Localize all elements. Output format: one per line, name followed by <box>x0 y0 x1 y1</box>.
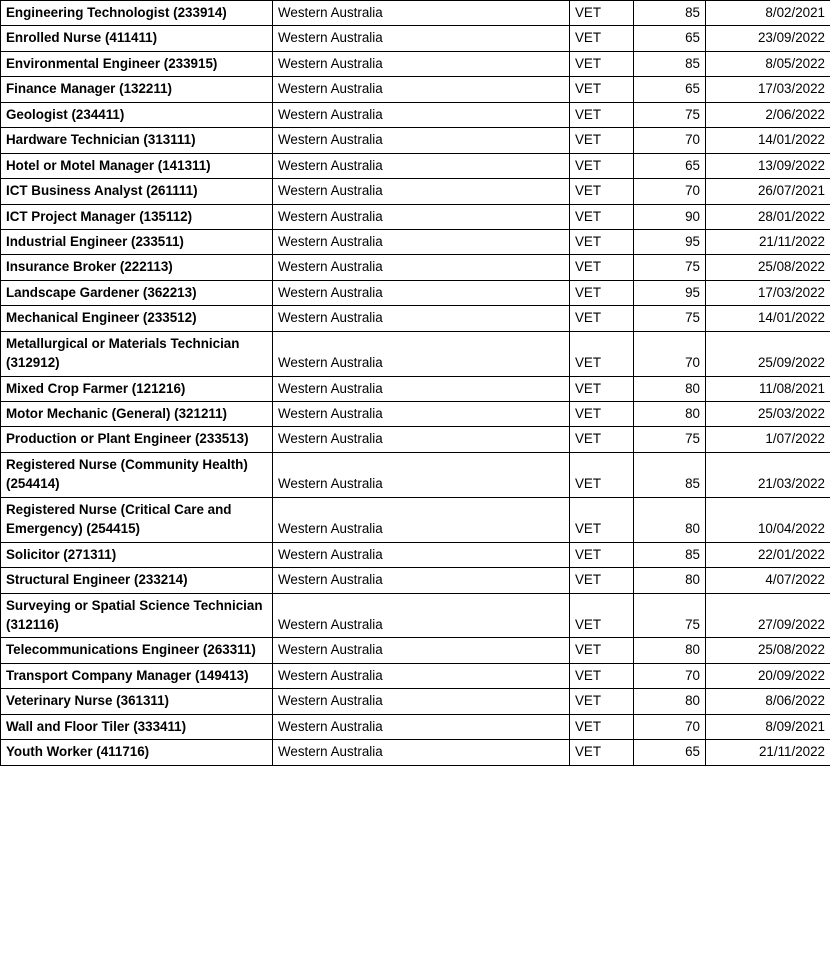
cell-occupation: Registered Nurse (Critical Care and Emergency) (254415) <box>1 497 273 542</box>
cell-occupation: Structural Engineer (233214) <box>1 568 273 593</box>
table-row <box>1 638 830 663</box>
table-row <box>1 452 830 497</box>
cell-occupation: Finance Manager (132211) <box>1 77 273 102</box>
cell-sector: VET <box>570 204 634 229</box>
cell-state: Western Australia <box>273 402 570 427</box>
cell-occupation: Industrial Engineer (233511) <box>1 229 273 254</box>
table-row <box>1 331 830 376</box>
cell-sector: VET <box>570 427 634 452</box>
cell-date: 8/05/2022 <box>706 51 830 76</box>
cell-state: Western Australia <box>273 306 570 331</box>
cell-points: 90 <box>634 204 706 229</box>
cell-sector: VET <box>570 306 634 331</box>
cell-state: Western Australia <box>273 593 570 638</box>
cell-date: 25/09/2022 <box>706 331 830 376</box>
cell-sector: VET <box>570 255 634 280</box>
cell-points: 75 <box>634 427 706 452</box>
cell-date: 2/06/2022 <box>706 102 830 127</box>
table-row <box>1 568 830 593</box>
cell-points: 70 <box>634 663 706 688</box>
cell-sector: VET <box>570 593 634 638</box>
cell-state: Western Australia <box>273 638 570 663</box>
cell-date: 23/09/2022 <box>706 26 830 51</box>
cell-occupation: Mixed Crop Farmer (121216) <box>1 376 273 401</box>
cell-state: Western Australia <box>273 1 570 26</box>
cell-sector: VET <box>570 51 634 76</box>
cell-state: Western Australia <box>273 51 570 76</box>
table-row <box>1 542 830 567</box>
cell-sector: VET <box>570 714 634 739</box>
cell-date: 25/08/2022 <box>706 255 830 280</box>
table-row <box>1 229 830 254</box>
cell-occupation: Production or Plant Engineer (233513) <box>1 427 273 452</box>
cell-date: 17/03/2022 <box>706 77 830 102</box>
cell-date: 25/08/2022 <box>706 638 830 663</box>
cell-date: 21/11/2022 <box>706 229 830 254</box>
cell-points: 65 <box>634 77 706 102</box>
cell-date: 21/03/2022 <box>706 452 830 497</box>
table-row <box>1 102 830 127</box>
cell-occupation: Wall and Floor Tiler (333411) <box>1 714 273 739</box>
cell-points: 80 <box>634 568 706 593</box>
table-row <box>1 376 830 401</box>
cell-sector: VET <box>570 179 634 204</box>
cell-state: Western Australia <box>273 179 570 204</box>
table-row <box>1 714 830 739</box>
cell-points: 75 <box>634 102 706 127</box>
cell-points: 80 <box>634 402 706 427</box>
table-row <box>1 427 830 452</box>
cell-sector: VET <box>570 153 634 178</box>
cell-occupation: Registered Nurse (Community Health) (254414) <box>1 452 273 497</box>
cell-date: 25/03/2022 <box>706 402 830 427</box>
cell-occupation: Insurance Broker (222113) <box>1 255 273 280</box>
cell-state: Western Australia <box>273 26 570 51</box>
cell-points: 65 <box>634 153 706 178</box>
cell-occupation: Veterinary Nurse (361311) <box>1 689 273 714</box>
cell-occupation: Surveying or Spatial Science Technician (312116) <box>1 593 273 638</box>
cell-sector: VET <box>570 331 634 376</box>
cell-date: 10/04/2022 <box>706 497 830 542</box>
cell-points: 70 <box>634 331 706 376</box>
cell-points: 95 <box>634 229 706 254</box>
cell-state: Western Australia <box>273 77 570 102</box>
cell-points: 70 <box>634 714 706 739</box>
table-row <box>1 51 830 76</box>
cell-state: Western Australia <box>273 663 570 688</box>
cell-sector: VET <box>570 102 634 127</box>
cell-date: 14/01/2022 <box>706 128 830 153</box>
cell-sector: VET <box>570 376 634 401</box>
table-row <box>1 402 830 427</box>
cell-sector: VET <box>570 663 634 688</box>
cell-sector: VET <box>570 568 634 593</box>
cell-sector: VET <box>570 542 634 567</box>
cell-occupation: Geologist (234411) <box>1 102 273 127</box>
occupation-table-body <box>1 1 830 766</box>
cell-occupation: Landscape Gardener (362213) <box>1 280 273 305</box>
cell-date: 20/09/2022 <box>706 663 830 688</box>
table-row <box>1 593 830 638</box>
cell-occupation: Engineering Technologist (233914) <box>1 1 273 26</box>
cell-sector: VET <box>570 689 634 714</box>
cell-date: 13/09/2022 <box>706 153 830 178</box>
table-row <box>1 1 830 26</box>
table-row <box>1 663 830 688</box>
cell-state: Western Australia <box>273 280 570 305</box>
cell-date: 4/07/2022 <box>706 568 830 593</box>
cell-occupation: ICT Business Analyst (261111) <box>1 179 273 204</box>
cell-state: Western Australia <box>273 689 570 714</box>
table-row <box>1 740 830 765</box>
cell-state: Western Australia <box>273 452 570 497</box>
cell-date: 8/02/2021 <box>706 1 830 26</box>
cell-occupation: Telecommunications Engineer (263311) <box>1 638 273 663</box>
cell-points: 80 <box>634 376 706 401</box>
cell-state: Western Australia <box>273 714 570 739</box>
cell-state: Western Australia <box>273 740 570 765</box>
cell-date: 8/06/2022 <box>706 689 830 714</box>
cell-points: 75 <box>634 255 706 280</box>
cell-state: Western Australia <box>273 497 570 542</box>
cell-date: 11/08/2021 <box>706 376 830 401</box>
table-row <box>1 280 830 305</box>
cell-date: 28/01/2022 <box>706 204 830 229</box>
cell-sector: VET <box>570 638 634 663</box>
cell-points: 75 <box>634 593 706 638</box>
cell-date: 22/01/2022 <box>706 542 830 567</box>
cell-state: Western Australia <box>273 204 570 229</box>
cell-points: 80 <box>634 638 706 663</box>
cell-occupation: Solicitor (271311) <box>1 542 273 567</box>
cell-state: Western Australia <box>273 255 570 280</box>
cell-occupation: Transport Company Manager (149413) <box>1 663 273 688</box>
table-row <box>1 153 830 178</box>
cell-state: Western Australia <box>273 153 570 178</box>
cell-state: Western Australia <box>273 331 570 376</box>
cell-date: 27/09/2022 <box>706 593 830 638</box>
table-row <box>1 306 830 331</box>
table-row <box>1 689 830 714</box>
cell-points: 85 <box>634 51 706 76</box>
cell-occupation: ICT Project Manager (135112) <box>1 204 273 229</box>
table-row <box>1 255 830 280</box>
cell-sector: VET <box>570 77 634 102</box>
cell-sector: VET <box>570 229 634 254</box>
cell-date: 14/01/2022 <box>706 306 830 331</box>
table-row <box>1 128 830 153</box>
cell-points: 85 <box>634 542 706 567</box>
cell-occupation: Enrolled Nurse (411411) <box>1 26 273 51</box>
cell-occupation: Motor Mechanic (General) (321211) <box>1 402 273 427</box>
cell-date: 26/07/2021 <box>706 179 830 204</box>
cell-occupation: Mechanical Engineer (233512) <box>1 306 273 331</box>
table-row <box>1 204 830 229</box>
cell-occupation: Hardware Technician (313111) <box>1 128 273 153</box>
cell-state: Western Australia <box>273 542 570 567</box>
cell-points: 65 <box>634 26 706 51</box>
cell-sector: VET <box>570 740 634 765</box>
table-row <box>1 77 830 102</box>
cell-points: 75 <box>634 306 706 331</box>
cell-state: Western Australia <box>273 376 570 401</box>
table-row <box>1 26 830 51</box>
cell-sector: VET <box>570 1 634 26</box>
cell-sector: VET <box>570 128 634 153</box>
table-row <box>1 497 830 542</box>
cell-state: Western Australia <box>273 568 570 593</box>
cell-sector: VET <box>570 26 634 51</box>
cell-sector: VET <box>570 452 634 497</box>
cell-points: 95 <box>634 280 706 305</box>
cell-points: 70 <box>634 179 706 204</box>
cell-occupation: Environmental Engineer (233915) <box>1 51 273 76</box>
cell-date: 8/09/2021 <box>706 714 830 739</box>
cell-points: 80 <box>634 497 706 542</box>
cell-date: 1/07/2022 <box>706 427 830 452</box>
cell-state: Western Australia <box>273 229 570 254</box>
cell-sector: VET <box>570 497 634 542</box>
cell-occupation: Hotel or Motel Manager (141311) <box>1 153 273 178</box>
table-row <box>1 179 830 204</box>
cell-occupation: Youth Worker (411716) <box>1 740 273 765</box>
cell-points: 85 <box>634 452 706 497</box>
cell-state: Western Australia <box>273 427 570 452</box>
cell-points: 70 <box>634 128 706 153</box>
cell-occupation: Metallurgical or Materials Technician (312912) <box>1 331 273 376</box>
cell-points: 85 <box>634 1 706 26</box>
cell-date: 21/11/2022 <box>706 740 830 765</box>
cell-sector: VET <box>570 402 634 427</box>
cell-points: 80 <box>634 689 706 714</box>
cell-state: Western Australia <box>273 128 570 153</box>
cell-points: 65 <box>634 740 706 765</box>
cell-date: 17/03/2022 <box>706 280 830 305</box>
cell-sector: VET <box>570 280 634 305</box>
cell-state: Western Australia <box>273 102 570 127</box>
